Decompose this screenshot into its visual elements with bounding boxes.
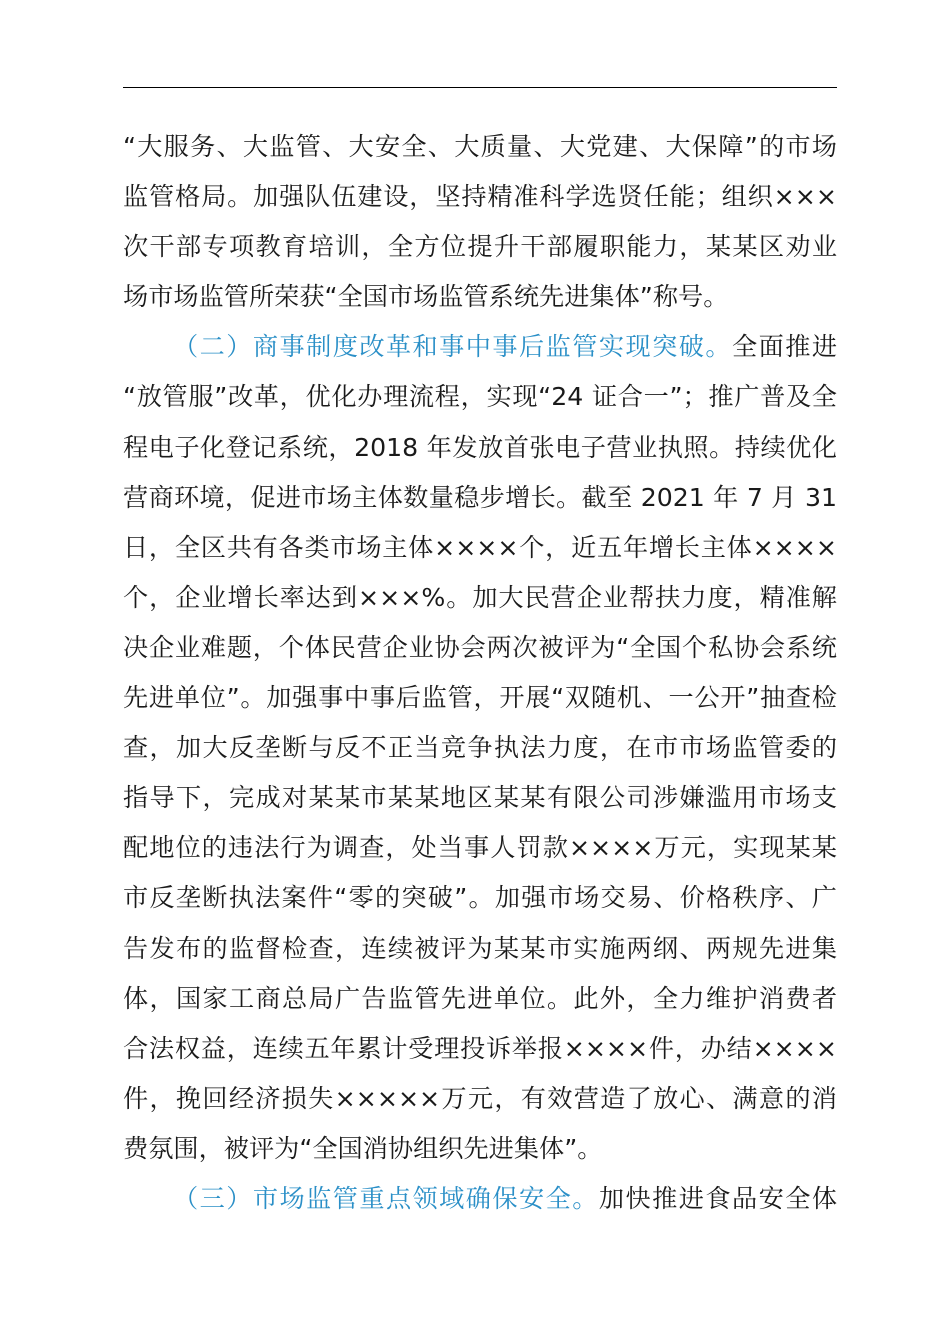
- text-line: 配地位的违法行为调查，处当事人罚款××××万元，实现某某: [123, 833, 837, 863]
- text-line: 先进单位”。加强事中事后监管，开展“双随机、一公开”抽查检: [123, 683, 837, 713]
- text-line: 日，全区共有各类市场主体××××个，近五年增长主体××××: [123, 532, 837, 562]
- text-line: 场市场监管所荣获“全国市场监管系统先进集体”称号。: [123, 282, 729, 312]
- text-line: 查，加大反垄断与反不正当竞争执法力度，在市市场监管委的: [123, 733, 837, 763]
- section-3: [123, 1174, 837, 1224]
- section-3-heading: （三）市场监管重点领域确保安全。: [173, 1183, 599, 1213]
- text-line: 合法权益，连续五年累计受理投诉举报××××件，办结××××: [123, 1033, 837, 1063]
- section-2: [123, 322, 837, 1174]
- text-line: “大服务、大监管、大安全、大质量、大党建、大保障”的市场: [123, 132, 837, 161]
- section-3-lead-text: 加快推进食品安全体: [598, 1183, 837, 1213]
- text-line: 次干部专项教育培训，全方位提升干部履职能力，某某区劝业: [123, 232, 837, 262]
- text-line: 指导下，完成对某某市某某地区某某有限公司涉嫌滥用市场支: [123, 783, 837, 813]
- text-line: 费氛围，被评为“全国消协组织先进集体”。: [123, 1133, 603, 1163]
- section-2-heading: （二）商事制度改革和事中事后监管实现突破。: [173, 332, 732, 362]
- section-3-first-line: [123, 1174, 837, 1224]
- section-2-first-line: [123, 322, 837, 372]
- text-line: 件，挽回经济损失×××××万元，有效营造了放心、满意的消: [123, 1083, 837, 1113]
- text-line: 营商环境，促进市场主体数量稳步增长。截至 2021 年 7 月 31: [123, 482, 837, 512]
- text-line: 体，国家工商总局广告监管先进单位。此外，全力维护消费者: [123, 983, 837, 1013]
- text-line: 告发布的监督检查，连续被评为某某市实施两纲、两规先进集: [123, 933, 837, 963]
- text-line: 决企业难题，个体民营企业协会两次被评为“全国个私协会系统: [123, 632, 837, 662]
- section-2-lead-text: 全面推进: [731, 332, 837, 362]
- document-body: [123, 122, 837, 1224]
- text-line: “放管服”改革，优化办理流程，实现“24 证合一”；推广普及全: [123, 382, 837, 412]
- text-line: 监管格局。加强队伍建设，坚持精准科学选贤任能；组织×××: [123, 182, 837, 212]
- header-rule: [123, 87, 837, 88]
- text-line: 个，企业增长率达到×××%。加大民营企业帮扶力度，精准解: [123, 582, 837, 612]
- text-line: 市反垄断执法案件“零的突破”。加强市场交易、价格秩序、广: [123, 883, 837, 913]
- paragraph-1: [123, 122, 837, 322]
- text-line: 程电子化登记系统，2018 年发放首张电子营业执照。持续优化: [123, 432, 837, 462]
